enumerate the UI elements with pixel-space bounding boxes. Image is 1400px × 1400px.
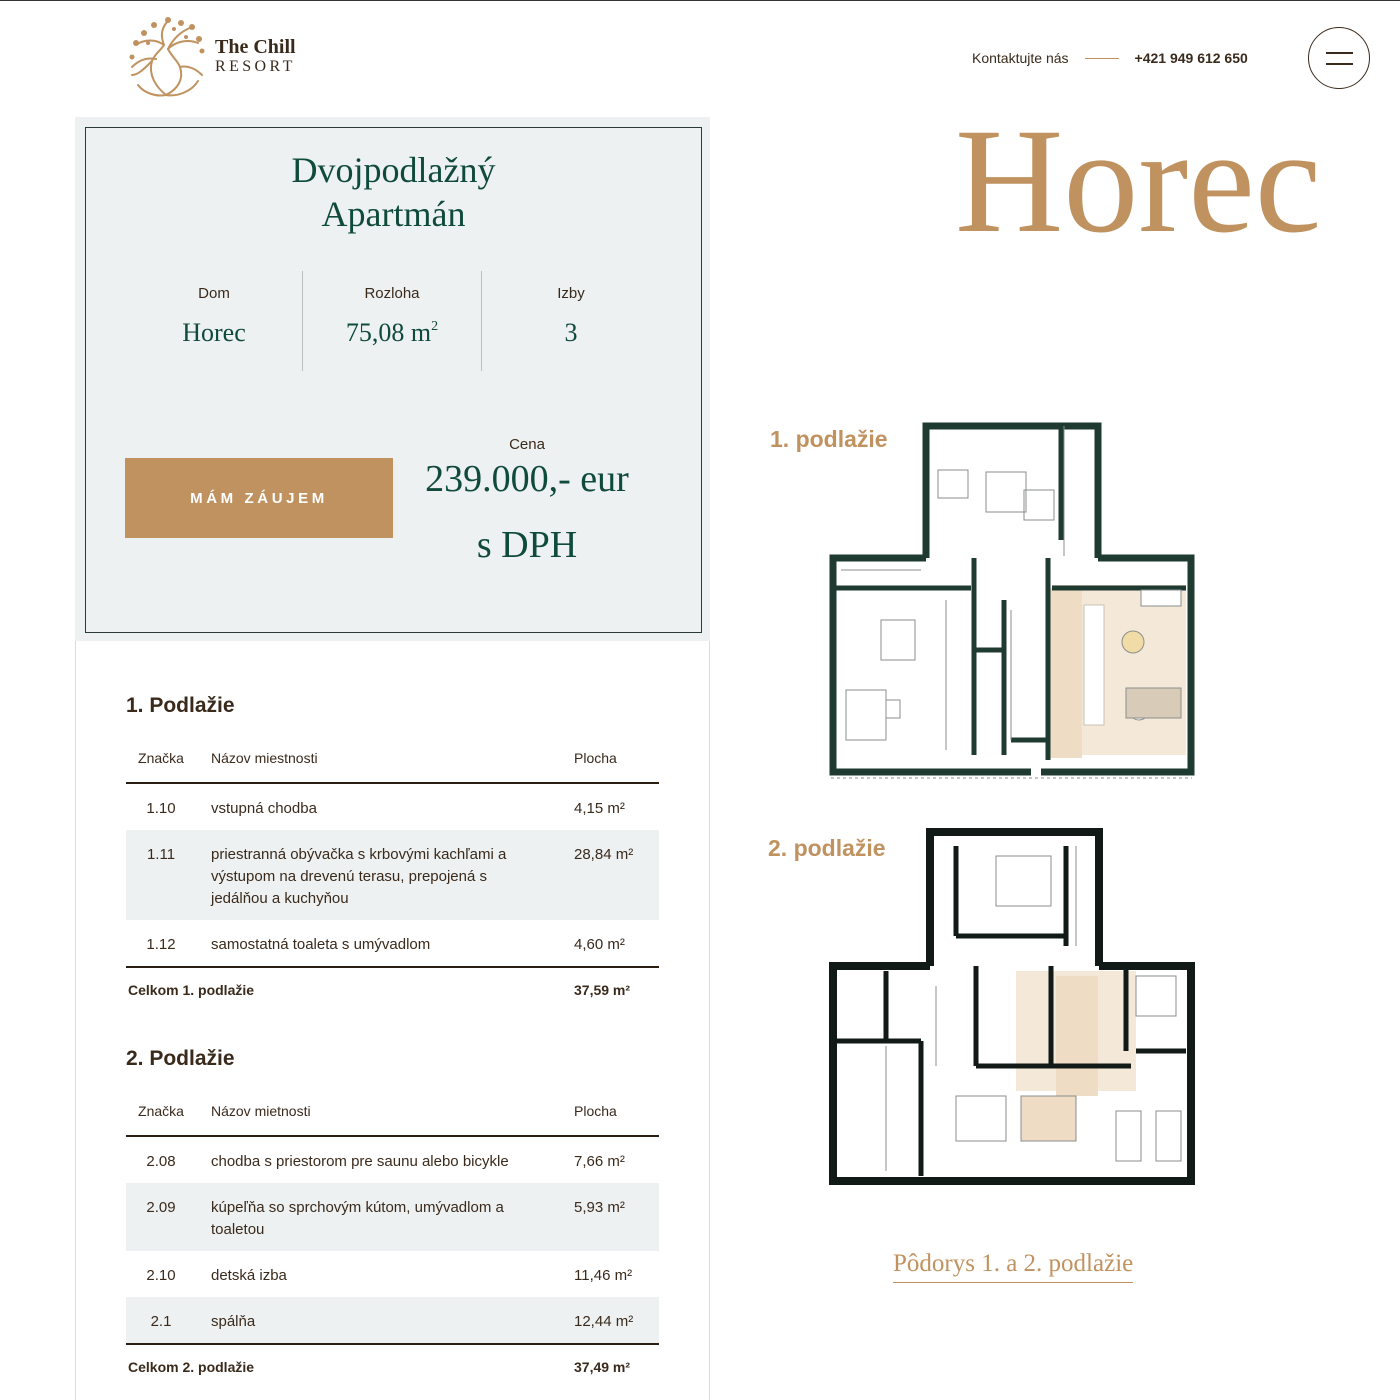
total-area: 37,49 m²	[574, 1359, 631, 1375]
table-row	[126, 830, 659, 920]
table-row	[126, 920, 659, 966]
resort-logo[interactable]	[126, 14, 326, 98]
row-name: priestranná obývačka s krbovými kachľami a výstupom na drevenú terasu, prepojená s jedálňou a kuchyňou	[211, 846, 507, 907]
menu-button[interactable]	[1308, 27, 1370, 89]
tree-logo-icon	[126, 15, 206, 97]
col-mark: Značka	[138, 750, 184, 766]
row-mark: 1.11	[146, 846, 176, 863]
total-area: 37,59 m²	[574, 982, 631, 998]
total-label: Celkom 1. podlažie	[128, 982, 255, 998]
logo-title: The Chill	[215, 36, 296, 58]
stat-area-number: 75,08 m	[345, 318, 432, 347]
stat-rooms-label: Izby	[557, 285, 585, 302]
contact-info	[972, 48, 1248, 68]
row-area: 28,84 m²	[574, 846, 634, 863]
stat-house	[125, 284, 303, 348]
logo-text	[215, 37, 296, 75]
floor2-plan-label: 2. podlažie	[768, 835, 886, 861]
table-total-row	[126, 966, 659, 1010]
price-amount: 239.000,- eur	[425, 458, 629, 500]
logo-subtitle: RESORT	[215, 58, 296, 75]
table-header	[126, 736, 659, 784]
price-value	[416, 446, 638, 578]
col-mark: Značka	[138, 1103, 184, 1119]
house-name-title: Horec	[955, 98, 1322, 264]
row-area: 11,46 m²	[574, 1267, 633, 1284]
stat-area-label: Rozloha	[364, 285, 420, 302]
price-vat-note: s DPH	[476, 524, 578, 566]
row-name: spálňa	[211, 1313, 256, 1330]
apartment-title	[86, 148, 701, 236]
apartment-title-line2: Apartmán	[321, 194, 466, 234]
floor1-heading: 1. Podlažie	[126, 694, 235, 717]
row-mark: 2.09	[146, 1199, 176, 1216]
contact-label: Kontaktujte nás	[972, 50, 1069, 66]
contact-divider	[1085, 58, 1119, 59]
row-area: 4,15 m²	[574, 800, 625, 817]
col-area: Plocha	[574, 750, 617, 766]
row-area: 12,44 m²	[574, 1313, 634, 1330]
col-area: Plocha	[574, 1103, 617, 1119]
total-label: Celkom 2. podlažie	[128, 1359, 255, 1375]
row-area: 5,93 m²	[574, 1199, 625, 1216]
row-name: kúpeľňa so sprchovým kútom, umývadlom a toaletou	[211, 1199, 504, 1238]
row-mark: 2.10	[146, 1267, 176, 1284]
stat-house-value: Horec	[182, 318, 246, 347]
floor-plan-link[interactable]: Pôdorys 1. a 2. podlažie	[893, 1250, 1133, 1283]
col-name: Názov mietnosti	[211, 1103, 311, 1119]
interest-button[interactable]: MÁM ZÁUJEM	[125, 458, 393, 538]
hamburger-icon-line-bottom	[1326, 63, 1353, 65]
stat-area	[303, 284, 481, 348]
row-name: vstupná chodba	[211, 800, 317, 817]
row-mark: 2.08	[146, 1153, 176, 1170]
row-name: chodba s priestorom pre saunu alebo bicykle	[211, 1153, 509, 1170]
row-mark: 2.1	[150, 1313, 172, 1330]
table-row	[126, 1297, 659, 1343]
apartment-title-line1: Dvojpodlažný	[291, 150, 496, 190]
price-label: Cena	[509, 436, 545, 453]
stat-rooms-value: 3	[564, 318, 578, 347]
row-mark: 1.12	[146, 936, 176, 953]
table-total-row	[126, 1343, 659, 1387]
table-row	[126, 1137, 659, 1183]
hamburger-icon-line-top	[1326, 52, 1353, 54]
col-name: Názov miestnosti	[211, 750, 318, 766]
floor2-heading: 2. Podlažie	[126, 1047, 235, 1070]
floor2-table	[126, 1089, 659, 1387]
stat-house-label: Dom	[198, 285, 230, 302]
row-mark: 1.10	[146, 800, 176, 817]
row-name: samostatná toaleta s umývadlom	[211, 936, 431, 953]
floor1-plan-label: 1. podlažie	[770, 426, 888, 452]
apartment-info-frame	[85, 127, 702, 633]
floor1-plan-image[interactable]	[826, 420, 1198, 782]
table-row	[126, 1251, 659, 1297]
table-row	[126, 1183, 659, 1251]
row-name: detská izba	[211, 1267, 287, 1284]
top-border	[0, 0, 1400, 1]
floor1-table	[126, 736, 659, 1010]
row-area: 7,66 m²	[574, 1153, 625, 1170]
phone-link[interactable]: +421 949 612 650	[1134, 50, 1248, 66]
table-header	[126, 1089, 659, 1137]
stat-area-unit-sup: 2	[431, 319, 439, 334]
floor2-plan-image[interactable]	[826, 826, 1198, 1188]
stat-area-value	[303, 318, 481, 348]
stat-rooms	[482, 284, 660, 348]
table-row	[126, 784, 659, 830]
row-area: 4,60 m²	[574, 936, 625, 953]
